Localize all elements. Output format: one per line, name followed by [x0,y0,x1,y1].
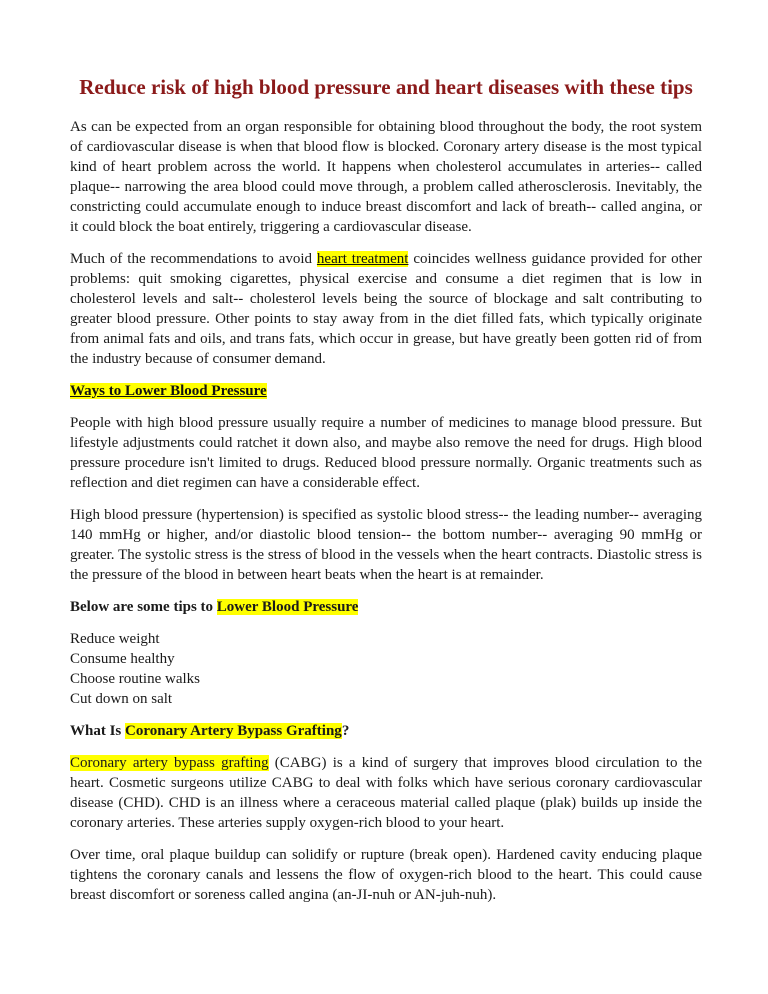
ways-heading-line [70,381,702,401]
heart-treatment-link[interactable]: heart treatment [316,251,409,267]
tips-list-item: Reduce weight [70,631,160,647]
what-is-cabg-heading-line [70,721,702,741]
cabg-inline-highlight: Coronary artery bypass grafting [70,755,269,771]
tips-list-item: Cut down on salt [70,691,173,707]
cabg-heading-highlight: Coronary Artery Bypass Grafting [125,723,342,739]
paragraph-lifestyle [70,413,702,493]
paragraph-intro [70,117,702,237]
paragraph-recommendations-after: coincides wellness guidance provided for other problems: quit smoking cigarettes, physical exercise and consume a diet regimen that is low in cholesterol levels and salt-- cholesterol levels being the source of blockage and salt contributing to greater blood pressure. Other points to stay away from in the diet filled fats, which typically originate from animal fats and oils, and trans fats, which occur in grease, but have greatly been gotten rid of from the industry because of consumer demand. [70,251,702,367]
tips-list [70,629,702,709]
paragraph-cabg [70,753,702,833]
tips-heading-label: Below are some tips to [70,599,217,615]
paragraph-plaque [70,845,702,905]
what-is-label: What Is [70,723,126,739]
what-is-suffix: ? [341,723,350,739]
paragraph-recommendations [70,249,702,369]
document-title: Reduce risk of high blood pressure and heart diseases with these tips [79,75,693,99]
ways-to-lower-blood-pressure-link[interactable]: Ways to Lower Blood Pressure [70,383,267,399]
paragraph-lifestyle-text: People with high blood pressure usually require a number of medicines to manage blood pressure. But lifestyle adjustments could ratchet it down also, and maybe also remove the need for drugs. High blood pressure procedure isn't limited to drugs. Reduced blood pressure normally. Organic treatments such as reflection and diet regimen can have a considerable effect. [70,415,702,491]
tips-list-item: Choose routine walks [70,671,200,687]
paragraph-intro-text: As can be expected from an organ responsible for obtaining blood throughout the body, the root system of cardiovascular disease is when that blood flow is blocked. Coronary artery disease is the most typical kind of heart problem across the world. It happens when cholesterol accumulates in arteries-- called plaque-- narrowing the area blood could move through, a problem called atherosclerosis. Inevitably, the constricting could accumulate enough to induce breast discomfort and lack of breath-- called angina, or it could block the boat entirely, triggering a cardiovascular disease. [70,119,702,235]
paragraph-hypertension [70,505,702,585]
lower-blood-pressure-highlight: Lower Blood Pressure [216,599,359,615]
paragraph-cabg-after: (CABG) is a kind of surgery that improves blood circulation to the heart. Cosmetic surgeons utilize CABG to deal with folks which have serious coronary cardiovascular disease (CHD). CHD is an illness where a ceraceous material called plaque (plak) builds up inside the coronary arteries. These arteries supply oxygen-rich blood to your heart. [70,755,702,831]
tips-heading-line [70,597,702,617]
tips-list-item: Consume healthy [70,651,175,667]
paragraph-plaque-text: Over time, oral plaque buildup can solidify or rupture (break open). Hardened cavity enducing plaque tightens the coronary canals and lessens the flow of oxygen-rich blood to the heart. This could cause breast discomfort or soreness called angina (an-JI-nuh or AN-juh-nuh). [70,847,702,903]
paragraph-recommendations-before: Much of the recommendations to avoid [70,251,317,267]
paragraph-hypertension-text: High blood pressure (hypertension) is specified as systolic blood stress-- the leading number-- averaging 140 mmHg or higher, and/or diastolic blood tension-- the bottom number-- averaging 90 mmHg or greater. The systolic stress is the stress of blood in the vessels when the heart contracts. Diastolic stress is the pressure of the blood in between heart beats when the heart is at remainder. [70,507,702,583]
